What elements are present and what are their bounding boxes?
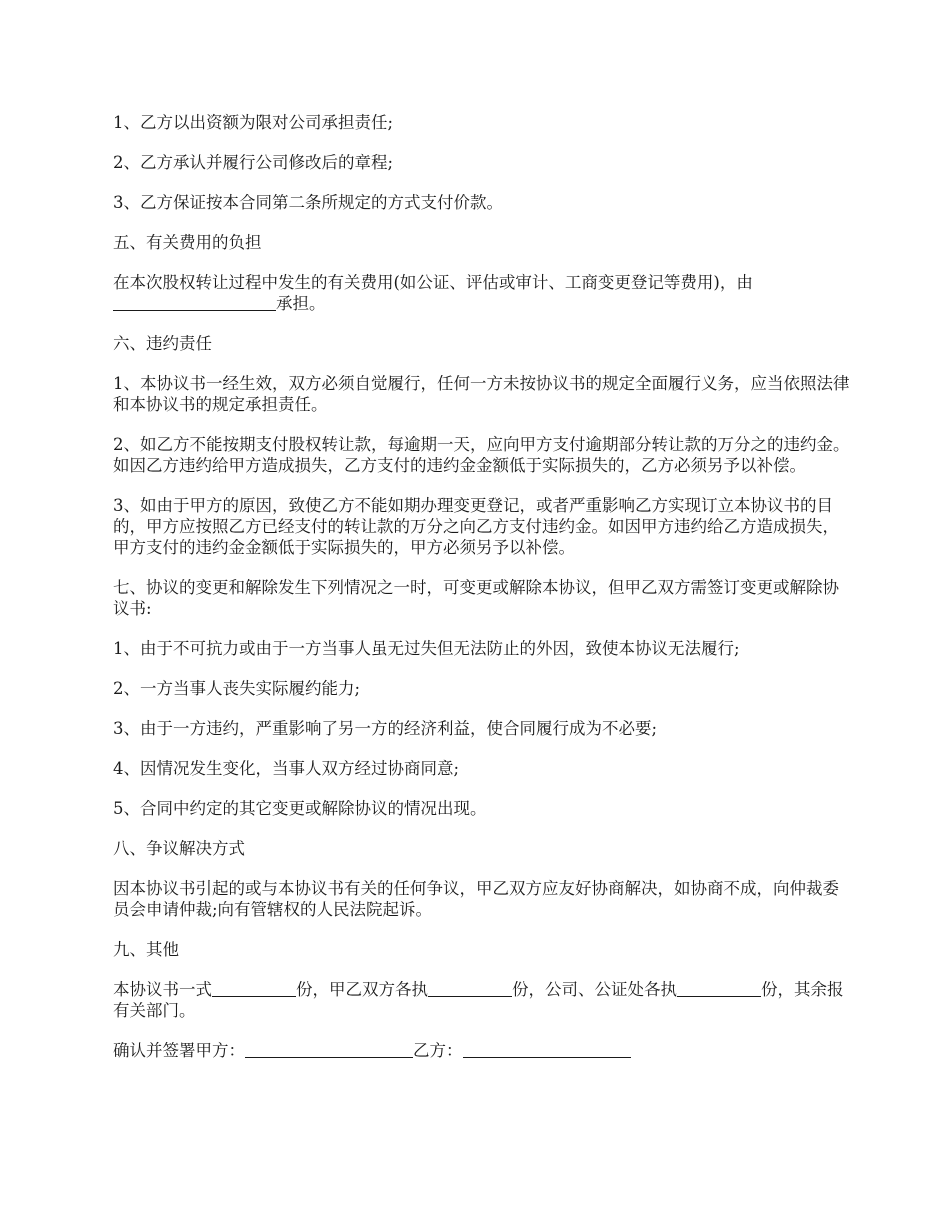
copies-text-4: 份，其余报有关部门。 [113,980,844,1020]
clause-amendment-3: 3、由于一方违约，严重影响了另一方的经济利益，使合同履行成为不必要; [113,719,658,738]
fee-bearer-blank [113,294,276,311]
section-heading-breach: 六、违约责任 [113,334,212,353]
fee-clause-text: 在本次股权转让过程中发生的有关费用(如公证、评估或审计、工商变更登记等费用)，由 [113,273,753,292]
contract-body [113,112,853,1080]
clause-breach-2: 2、如乙方不能按期支付股权转让款，每逾期一天，应向甲方支付逾期部分转让款的万分之的违约金。如因乙方违约给甲方造成损失，乙方支付的违约金金额低于实际损失的，乙方必须另予以补偿。 [113,435,850,475]
clause-articles: 2、乙方承认并履行公司修改后的章程; [113,153,394,172]
section-heading-amendment: 七、协议的变更和解除发生下列情况之一时，可变更或解除本协议，但甲乙双方需签订变更或解除协议书: [113,578,839,618]
signature-line [113,1040,853,1061]
clause-dispute: 因本协议书引起的或与本协议书有关的任何争议，甲乙双方应友好协商解决，如协商不成，向仲裁委员会申请仲裁;向有管辖权的人民法院起诉。 [113,879,839,919]
copies-company-blank [677,980,761,997]
clause-amendment-4: 4、因情况发生变化，当事人双方经过协商同意; [113,759,460,778]
party-b-label: 乙方： [413,1041,463,1060]
section-heading-dispute: 八、争议解决方式 [113,839,245,858]
copies-text-3: 份，公司、公证处各执 [512,980,677,999]
clause-breach-1: 1、本协议书一经生效，双方必须自觉履行，任何一方未按协议书的规定全面履行义务，应当依照法律和本协议书的规定承担责任。 [113,374,850,414]
party-a-signature-blank [245,1041,413,1058]
section-heading-fees: 五、有关费用的负担 [113,233,262,252]
copies-text-1: 本协议书一式 [113,980,212,999]
clause-breach-3: 3、如由于甲方的原因，致使乙方不能如期办理变更登记，或者严重影响乙方实现订立本协议书的目的，甲方应按照乙方已经支付的转让款的万分之向乙方支付违约金。如因甲方违约给乙方造成损失，甲方支付的违约金金额低于实际损失的，甲方必须另予以补偿。 [113,496,839,557]
party-b-signature-blank [463,1041,631,1058]
copies-text-2: 份，甲乙双方各执 [296,980,428,999]
copies-total-blank [212,980,296,997]
fee-clause-end: 承担。 [276,294,326,313]
clause-amendment-5: 5、合同中约定的其它变更或解除协议的情况出现。 [113,799,487,818]
clause-amendment-1: 1、由于不可抗力或由于一方当事人虽无过失但无法防止的外因，致使本协议无法履行; [113,639,740,658]
clause-payment-guarantee: 3、乙方保证按本合同第二条所规定的方式支付价款。 [113,193,503,212]
clause-copies [113,979,853,1021]
clause-liability-limit: 1、乙方以出资额为限对公司承担责任; [113,113,394,132]
clause-amendment-2: 2、一方当事人丧失实际履约能力; [113,679,361,698]
section-heading-other: 九、其他 [113,940,179,959]
copies-parties-blank [428,980,512,997]
party-a-label: 确认并签署甲方： [113,1041,245,1060]
clause-fee-bearer [113,272,853,314]
